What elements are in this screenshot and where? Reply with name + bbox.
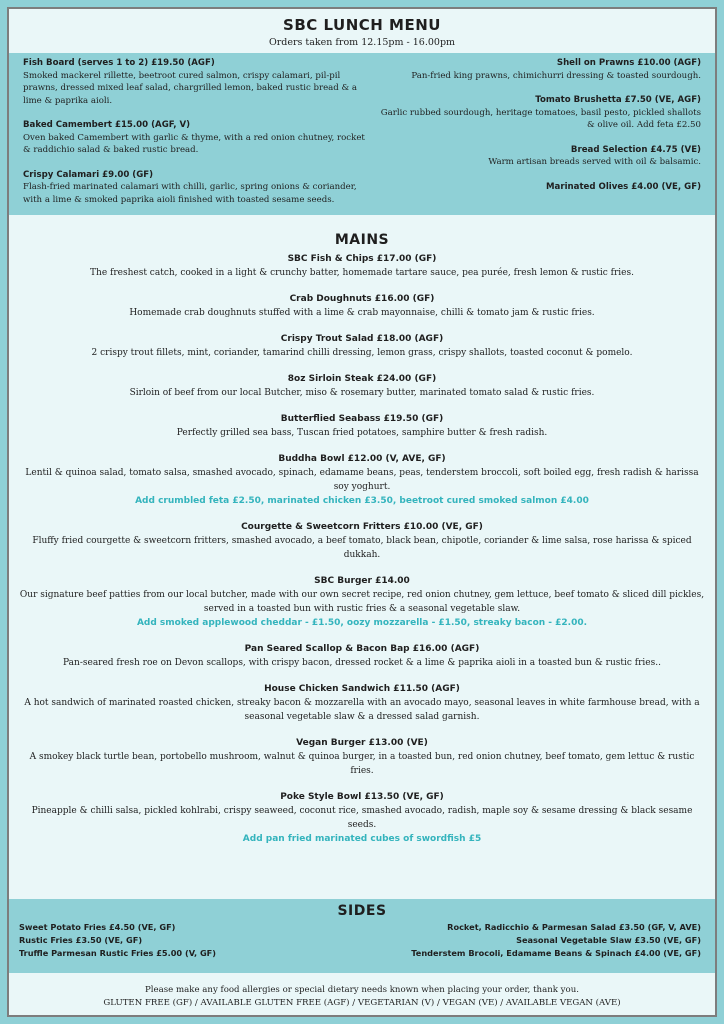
main-description: A hot sandwich of marinated roasted chicken, streaky bacon & mozzarella with an avocado mayo, seasonal leaves in white farmhouse bread, with a seasonal vegetable slaw & a dressed salad garnish. — [24, 698, 700, 722]
main-heading: Butterflied Seabass £19.50 (GF) — [280, 414, 444, 424]
main-heading: Vegan Burger £13.00 (VE) — [296, 738, 428, 748]
side-item: Rocket, Radicchio & Parmesan Salad £3.50 (GF, V, AVE) — [447, 922, 701, 932]
main-heading: 8oz Sirloin Steak £24.00 (GF) — [287, 374, 437, 384]
starter-heading: Crispy Calamari £9.00 (GF) — [23, 169, 154, 180]
main-item — [19, 292, 705, 320]
order-hours: Orders taken from 12.15pm - 16.00pm — [268, 37, 456, 48]
main-addon: Add pan fried marinated cubes of swordfish £5 — [242, 834, 482, 844]
main-heading: House Chicken Sandwich £11.50 (AGF) — [264, 684, 460, 694]
side-item: Seasonal Vegetable Slaw £3.50 (VE, GF) — [516, 935, 701, 945]
sides-left-column — [19, 921, 216, 960]
main-description: A smokey black turtle bean, portobello mushroom, walnut & quinoa burger, in a toasted bun, red onion chutney, beef tomato, gem lettuc & rustic fries. — [29, 752, 695, 776]
starter-item — [371, 144, 701, 169]
main-description: The freshest catch, cooked in a light & crunchy batter, homemade tartare sauce, pea purée, fresh lemon & rustic fries. — [90, 268, 634, 278]
main-heading: Buddha Bowl £12.00 (V, AVE, GF) — [278, 454, 446, 464]
starter-item — [371, 57, 701, 82]
main-heading: Pan Seared Scallop & Bacon Bap £16.00 (AGF) — [244, 644, 480, 654]
starter-item — [23, 169, 368, 207]
starter-item — [23, 119, 368, 157]
starter-heading: Marinated Olives £4.00 (VE, GF) — [546, 181, 701, 192]
starter-heading: Shell on Prawns £10.00 (AGF) — [556, 58, 701, 68]
mains-title: MAINS — [334, 232, 390, 248]
starter-heading: Tomato Brushetta £7.50 (VE, AGF) — [535, 95, 701, 105]
main-description: Lentil & quinoa salad, tomato salsa, smashed avocado, spinach, edamame beans, peas, tenderstem broccoli, soft boiled egg, fresh radish & harissa soy yoghurt. — [25, 468, 699, 492]
main-item — [19, 412, 705, 440]
starters-right-column — [371, 57, 701, 205]
main-item — [19, 252, 705, 280]
starter-description: Flash-fried marinated calamari with chilli, garlic, spring onions & coriander, with a lime & smoked paprika aioli finished with toasted sesame seeds. — [23, 182, 357, 205]
main-description: 2 crispy trout fillets, mint, coriander, tamarind chilli dressing, lemon grass, crispy shallots, toasted coconut & pomelo. — [91, 348, 633, 358]
main-description: Pan-seared fresh roe on Devon scallops, with crispy bacon, dressed rocket & a lime & paprika aioli in a toasted bun & rustic fries.. — [63, 658, 661, 668]
starter-item — [371, 94, 701, 132]
side-item: Sweet Potato Fries £4.50 (VE, GF) — [19, 922, 176, 932]
main-description: Sirloin of beef from our local Butcher, miso & rosemary butter, marinated tomato salad & rustic fries. — [129, 388, 595, 398]
starter-heading: Fish Board (serves 1 to 2) £19.50 (AGF) — [23, 58, 215, 68]
sides-right-column — [411, 921, 701, 960]
menu-page — [7, 7, 717, 1017]
main-item — [19, 520, 705, 562]
main-description: Our signature beef patties from our local butcher, made with our own secret recipe, red onion chutney, gem lettuce, beef tomato & sliced dill pickles, served in a toasted bun with rustic fries & a seasonal vegetable slaw. — [19, 590, 705, 614]
main-heading: SBC Burger £14.00 — [314, 576, 410, 586]
starter-heading: Bread Selection £4.75 (VE) — [570, 144, 701, 155]
main-item — [19, 332, 705, 360]
starter-item — [23, 57, 368, 107]
starter-description: Oven baked Camembert with garlic & thyme, with a red onion chutney, rocket & raddichio salad & baked rustic bread. — [23, 132, 365, 155]
main-item — [19, 574, 705, 630]
side-item: Rustic Fries £3.50 (VE, GF) — [19, 935, 143, 945]
allergy-notice: Please make any food allergies or special dietary needs known when placing your order, thank you. — [145, 985, 579, 995]
side-item: Tenderstem Brocoli, Edamame Beans & Spinach £4.00 (VE, GF) — [411, 948, 701, 958]
mains-list — [19, 252, 705, 858]
dietary-key: GLUTEN FREE (GF) / AVAILABLE GLUTEN FREE (AGF) / VEGETARIAN (V) / VEGAN (VE) / AVAILABLE VEGAN (AVE) — [103, 998, 621, 1008]
main-description: Homemade crab doughnuts stuffed with a lime & crab mayonnaise, chilli & tomato jam & rustic fries. — [129, 308, 595, 318]
main-heading: Poke Style Bowl £13.50 (VE, GF) — [280, 792, 444, 802]
main-heading: Courgette & Sweetcorn Fritters £10.00 (VE, GF) — [241, 522, 483, 532]
starter-item — [371, 181, 701, 194]
main-item — [19, 452, 705, 508]
main-heading: Crab Doughnuts £16.00 (GF) — [289, 294, 435, 304]
dietary-footer — [9, 984, 715, 1010]
starter-description: Warm artisan breads served with oil & balsamic. — [488, 157, 701, 167]
main-description: Pineapple & chilli salsa, pickled kohlrabi, crispy seaweed, coconut rice, smashed avocado, radish, maple soy & sesame dressing & black sesame seeds. — [31, 806, 693, 830]
main-item — [19, 642, 705, 670]
main-description: Fluffy fried courgette & sweetcorn fritters, smashed avocado, a beef tomato, black bean, chipotle, coriander & lime salsa, rose harissa & spiced dukkah. — [32, 536, 692, 560]
side-item: Truffle Parmesan Rustic Fries £5.00 (V, GF) — [19, 948, 217, 958]
main-item — [19, 372, 705, 400]
starters-left-column — [23, 57, 368, 218]
starter-description: Pan-fried king prawns, chimichurri dressing & toasted sourdough. — [411, 70, 701, 81]
main-heading: Crispy Trout Salad £18.00 (AGF) — [280, 334, 444, 344]
menu-title: SBC LUNCH MENU — [283, 16, 441, 34]
starter-description: Garlic rubbed sourdough, heritage tomatoes, basil pesto, pickled shallots & olive oil. Add feta £2.50 — [380, 107, 701, 130]
main-addon: Add crumbled feta £2.50, marinated chicken £3.50, beetroot cured smoked salmon £4.00 — [135, 496, 589, 506]
main-addon: Add smoked applewood cheddar - £1.50, oozy mozzarella - £1.50, streaky bacon - £2.00. — [136, 618, 588, 628]
main-item — [19, 682, 705, 724]
sides-title: SIDES — [337, 903, 387, 919]
main-item — [19, 736, 705, 778]
main-description: Perfectly grilled sea bass, Tuscan fried potatoes, samphire butter & fresh radish. — [176, 428, 548, 438]
main-item — [19, 790, 705, 846]
starter-heading: Baked Camembert £15.00 (AGF, V) — [23, 120, 191, 130]
main-heading: SBC Fish & Chips £17.00 (GF) — [287, 254, 437, 264]
starter-description: Smoked mackerel rillette, beetroot cured salmon, crispy calamari, pil-pil prawns, dressed mixed leaf salad, chargrilled lemon, baked rustic bread & a lime & paprika aioli. — [23, 70, 358, 106]
